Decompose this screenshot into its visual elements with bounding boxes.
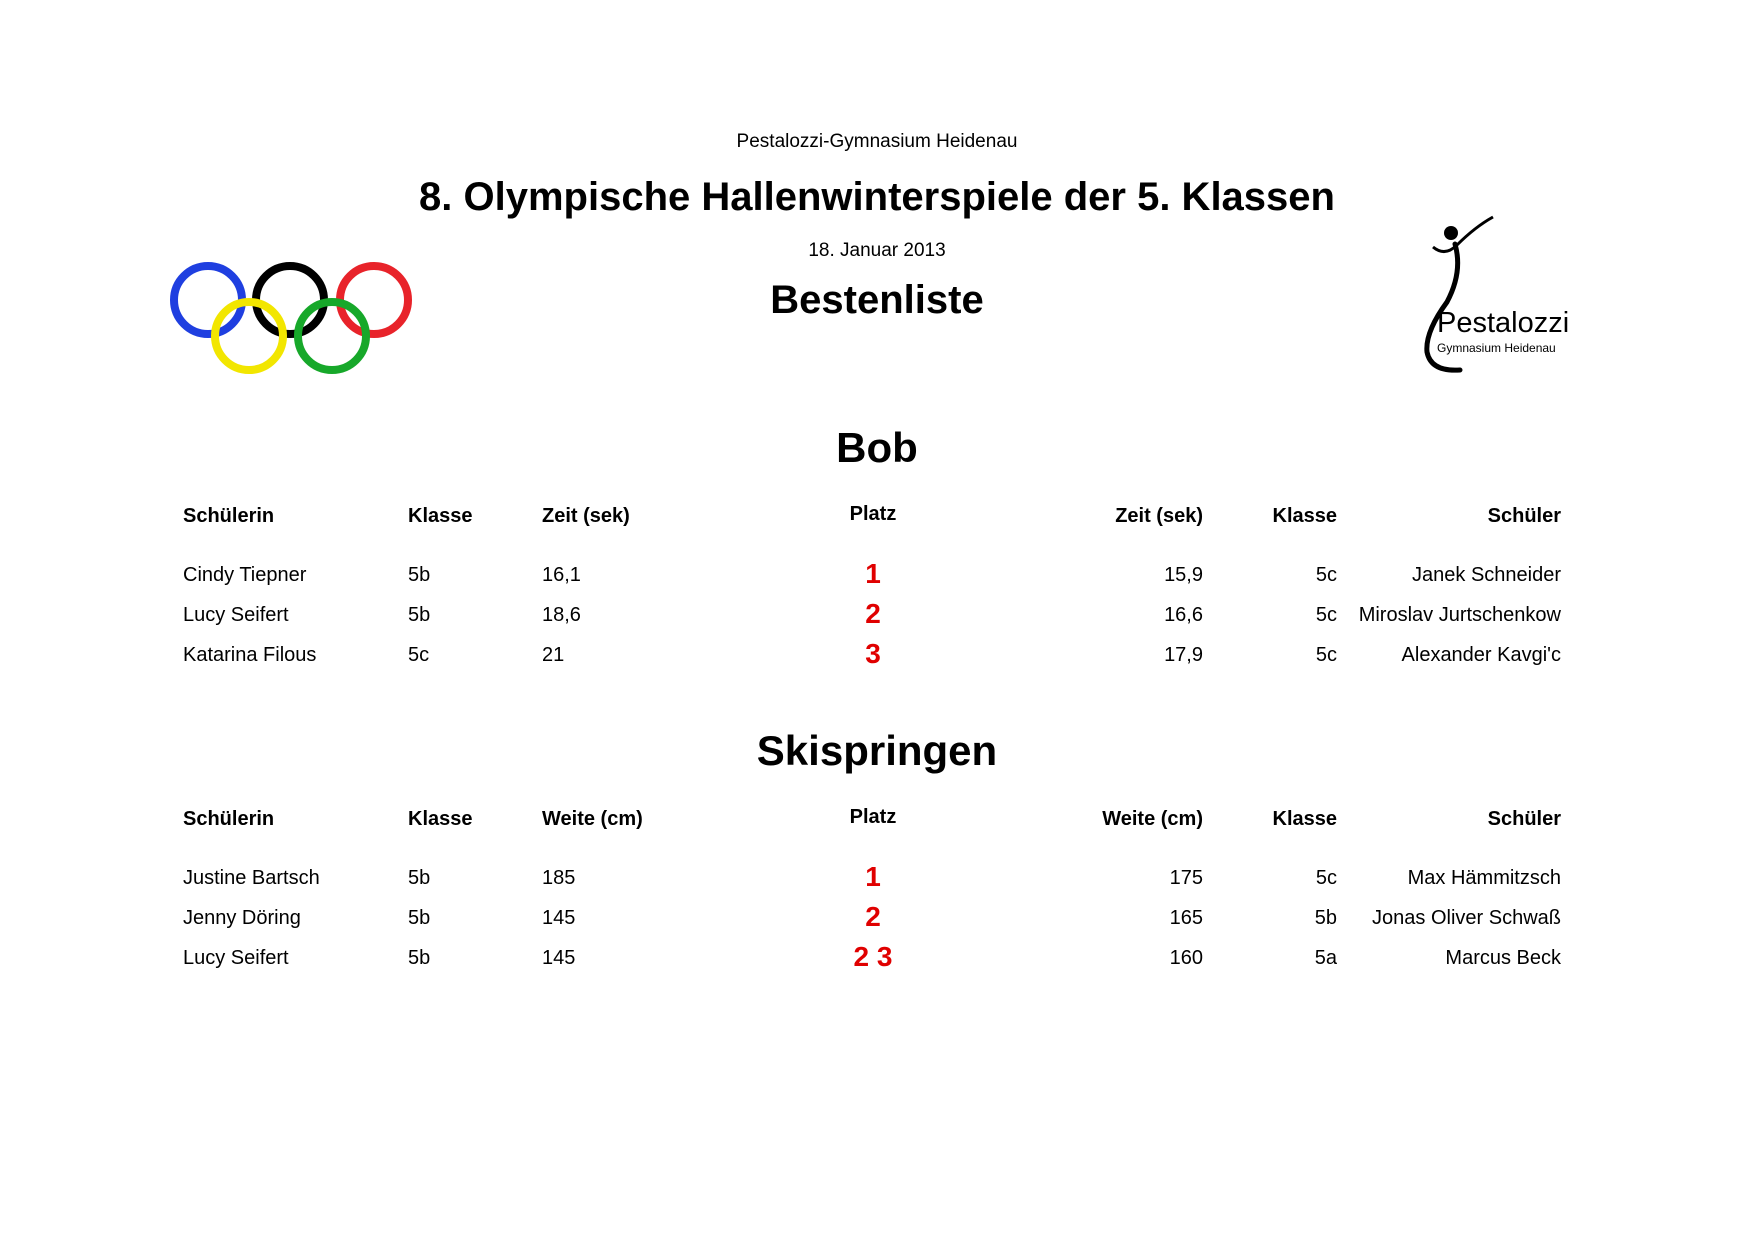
column-header-girl: Schülerin [183,505,275,527]
girl-name: Jenny Döring [183,907,301,929]
girl-class: 5b [408,604,431,626]
boy-value: 16,6 [1164,604,1203,626]
boy-name: Alexander Kavgi'c [1401,644,1561,666]
pestalozzi-logo [1405,212,1580,387]
olympic-rings-logo [168,258,418,378]
girl-value: 185 [542,867,576,889]
girl-class: 5c [408,644,430,666]
boy-class: 5b [1314,907,1337,929]
place: 2 3 [853,941,893,972]
boy-class: 5c [1315,644,1337,666]
place: 2 [865,901,881,932]
girl-value: 16,1 [542,564,581,586]
boy-class: 5c [1315,564,1337,586]
page-title: 8. Olympische Hallenwinterspiele der 5. Klassen [419,175,1335,219]
girl-name: Lucy Seifert [183,604,289,626]
boy-name: Janek Schneider [1412,564,1561,586]
girl-class: 5b [408,564,431,586]
girl-class: 5b [408,907,431,929]
logo-figure-head [1444,226,1458,240]
column-header-boy: Schüler [1487,808,1561,830]
section-title: Bob [836,424,918,471]
place: 1 [865,558,881,589]
boy-value: 15,9 [1164,564,1203,586]
column-header-boy: Schüler [1487,505,1561,527]
column-header-value-left: Zeit (sek) [542,505,630,527]
girl-name: Katarina Filous [183,644,317,666]
column-header-class-left: Klasse [408,808,473,830]
column-header-girl: Schülerin [183,808,275,830]
girl-class: 5b [408,867,431,889]
boy-name: Max Hämmitzsch [1407,867,1561,889]
ring-blue [174,266,242,334]
girl-value: 145 [542,947,576,969]
place: 2 [865,598,881,629]
place: 1 [865,861,881,892]
place: 3 [865,638,881,669]
list-title: Bestenliste [770,278,984,322]
event-date: 18. Januar 2013 [808,240,946,261]
boy-value: 175 [1169,867,1203,889]
boy-name: Miroslav Jurtschenkow [1358,604,1561,626]
boy-value: 160 [1169,947,1203,969]
girl-value: 145 [542,907,576,929]
girl-class: 5b [408,947,431,969]
column-header-class-right: Klasse [1272,505,1337,527]
column-header-class-left: Klasse [408,505,473,527]
ring-red [340,266,408,334]
column-header-place: Platz [849,503,897,525]
girl-value: 21 [542,644,565,666]
girl-name: Justine Bartsch [183,867,320,889]
girl-name: Lucy Seifert [183,947,289,969]
girl-value: 18,6 [542,604,581,626]
boy-class: 5a [1314,947,1337,969]
ring-yellow [215,302,283,370]
logo-subtext: Gymnasium Heidenau [1437,341,1556,355]
column-header-value-right: Zeit (sek) [1115,505,1203,527]
logo-figure-arm [1433,217,1493,252]
boy-name: Jonas Oliver Schwaß [1372,907,1561,929]
boy-class: 5c [1315,867,1337,889]
column-header-class-right: Klasse [1272,808,1337,830]
ring-green [298,302,366,370]
boy-class: 5c [1315,604,1337,626]
school-name: Pestalozzi-Gymnasium Heidenau [736,131,1018,152]
logo-text: Pestalozzi [1437,307,1570,339]
boy-name: Marcus Beck [1445,947,1561,969]
boy-value: 17,9 [1164,644,1203,666]
column-header-place: Platz [849,806,897,828]
column-header-value-right: Weite (cm) [1102,808,1203,830]
girl-name: Cindy Tiepner [183,564,307,586]
boy-value: 165 [1169,907,1203,929]
section-title: Skispringen [756,727,998,774]
ring-black [256,266,324,334]
column-header-value-left: Weite (cm) [542,808,643,830]
